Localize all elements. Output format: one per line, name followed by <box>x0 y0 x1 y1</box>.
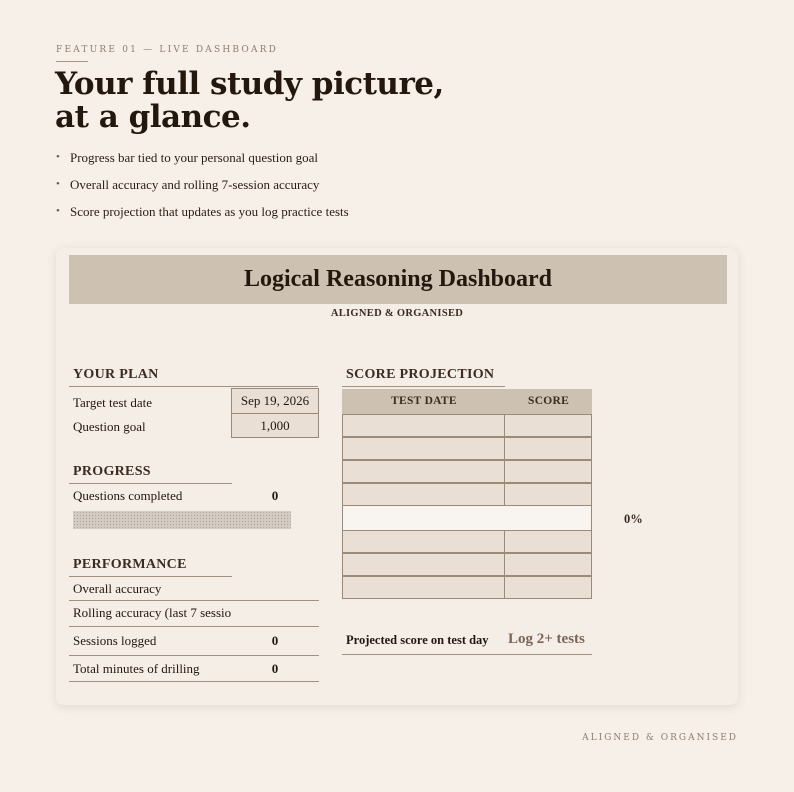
feature-eyebrow: FEATURE 01 — LIVE DASHBOARD <box>56 45 279 55</box>
progress-percent: 0% <box>624 512 643 526</box>
score-cell[interactable] <box>504 460 592 483</box>
questions-completed-label: Questions completed <box>73 488 183 503</box>
headline-line-1: Your full study picture, <box>55 66 444 102</box>
row-divider <box>69 600 319 601</box>
score-cell[interactable] <box>504 530 592 553</box>
bullet-dot-icon: • <box>56 178 60 190</box>
sessions-logged-label: Sessions logged <box>73 633 157 648</box>
projection-table-header <box>342 389 592 414</box>
plan-heading: YOUR PLAN <box>69 367 318 387</box>
performance-heading: PERFORMANCE <box>69 557 232 577</box>
feature-bullet-list <box>56 150 349 231</box>
sessions-logged-value: 0 <box>271 633 279 648</box>
target-date-field[interactable]: Sep 19, 2026 <box>231 388 319 414</box>
score-cell[interactable] <box>504 483 592 506</box>
test-date-cell[interactable] <box>342 437 505 460</box>
score-cell[interactable] <box>504 553 592 576</box>
score-projection-heading: SCORE PROJECTION <box>342 367 505 387</box>
dashboard-card <box>56 248 738 705</box>
test-date-cell[interactable] <box>342 483 505 506</box>
total-minutes-value: 0 <box>271 661 279 676</box>
progress-heading: PROGRESS <box>69 464 232 484</box>
questions-completed-value: 0 <box>271 488 279 503</box>
bullet-dot-icon: • <box>56 205 60 217</box>
row-divider <box>342 654 592 655</box>
row-divider <box>69 655 319 656</box>
rolling-accuracy-label: Rolling accuracy (last 7 sessio <box>73 605 232 620</box>
bullet-dot-icon: • <box>56 151 60 163</box>
progress-bar <box>73 511 291 529</box>
eyebrow-divider <box>56 61 88 62</box>
score-cell[interactable] <box>504 414 592 437</box>
question-goal-label: Question goal <box>73 419 146 434</box>
question-goal-field[interactable]: 1,000 <box>231 413 319 438</box>
overall-accuracy-label: Overall accuracy <box>73 581 162 596</box>
test-date-cell[interactable] <box>342 553 505 576</box>
test-date-column-header: TEST DATE <box>391 395 457 407</box>
feature-bullet: • Score projection that updates as you log practice tests <box>56 204 349 219</box>
dashboard-title-bar <box>69 255 727 304</box>
test-date-cell[interactable] <box>342 460 505 483</box>
feature-bullet: • Progress bar tied to your personal question goal <box>56 150 319 165</box>
target-date-label: Target test date <box>73 395 152 410</box>
score-column-header: SCORE <box>528 395 570 407</box>
score-cell[interactable] <box>504 576 592 599</box>
dashboard-subtitle: ALIGNED & ORGANISED <box>330 308 464 319</box>
projection-gap-row <box>342 506 592 530</box>
feature-bullet: • Overall accuracy and rolling 7-session accuracy <box>56 177 320 192</box>
projected-score-label: Projected score on test day <box>346 633 489 647</box>
footer-brand: ALIGNED & ORGANISED <box>582 733 738 743</box>
test-date-cell[interactable] <box>342 414 505 437</box>
headline-line-2: at a glance. <box>55 99 251 135</box>
total-minutes-label: Total minutes of drilling <box>73 661 200 676</box>
projected-score-value: Log 2+ tests <box>508 631 585 647</box>
test-date-cell[interactable] <box>342 530 505 553</box>
row-divider <box>69 681 319 682</box>
score-cell[interactable] <box>504 437 592 460</box>
dashboard-title: Logical Reasoning Dashboard <box>243 266 553 292</box>
page-headline <box>55 68 444 134</box>
test-date-cell[interactable] <box>342 576 505 599</box>
row-divider <box>69 626 319 627</box>
